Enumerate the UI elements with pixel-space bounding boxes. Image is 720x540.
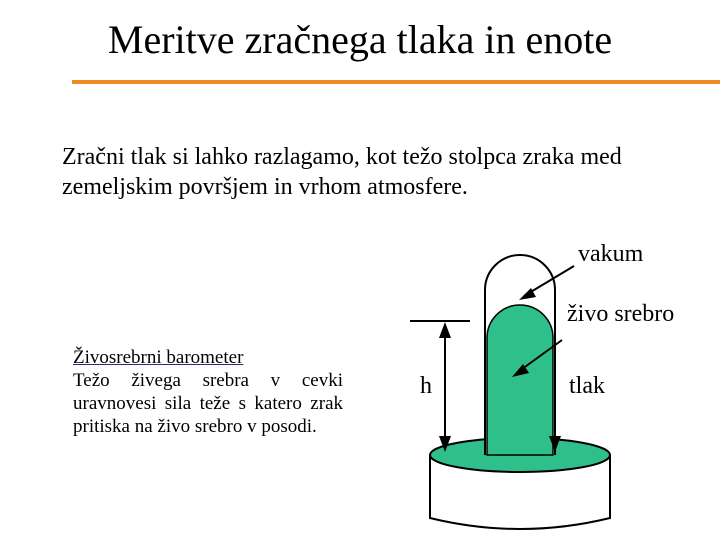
barometer-caption xyxy=(73,346,343,438)
mercury-column xyxy=(487,305,553,455)
caption-text: Težo živega srebra v cevki uravnovesi sila teže s katero zrak pritiska na živo srebro v posodi. xyxy=(73,370,343,437)
caption-title: Živosrebrni barometer xyxy=(73,347,244,368)
height-arrow-head-up xyxy=(439,322,451,338)
pressure-label: tlak xyxy=(569,373,605,399)
mercury-label: živo srebro xyxy=(567,301,675,327)
height-label: h xyxy=(420,373,432,399)
slide-title: Meritve zračnega tlaka in enote xyxy=(107,17,613,62)
intro-text: Zračni tlak si lahko razlagamo, kot težo stolpca zraka med zemeljskim površjem in vrhom atmosfere. xyxy=(62,144,622,200)
vacuum-label: vakum xyxy=(578,241,644,267)
